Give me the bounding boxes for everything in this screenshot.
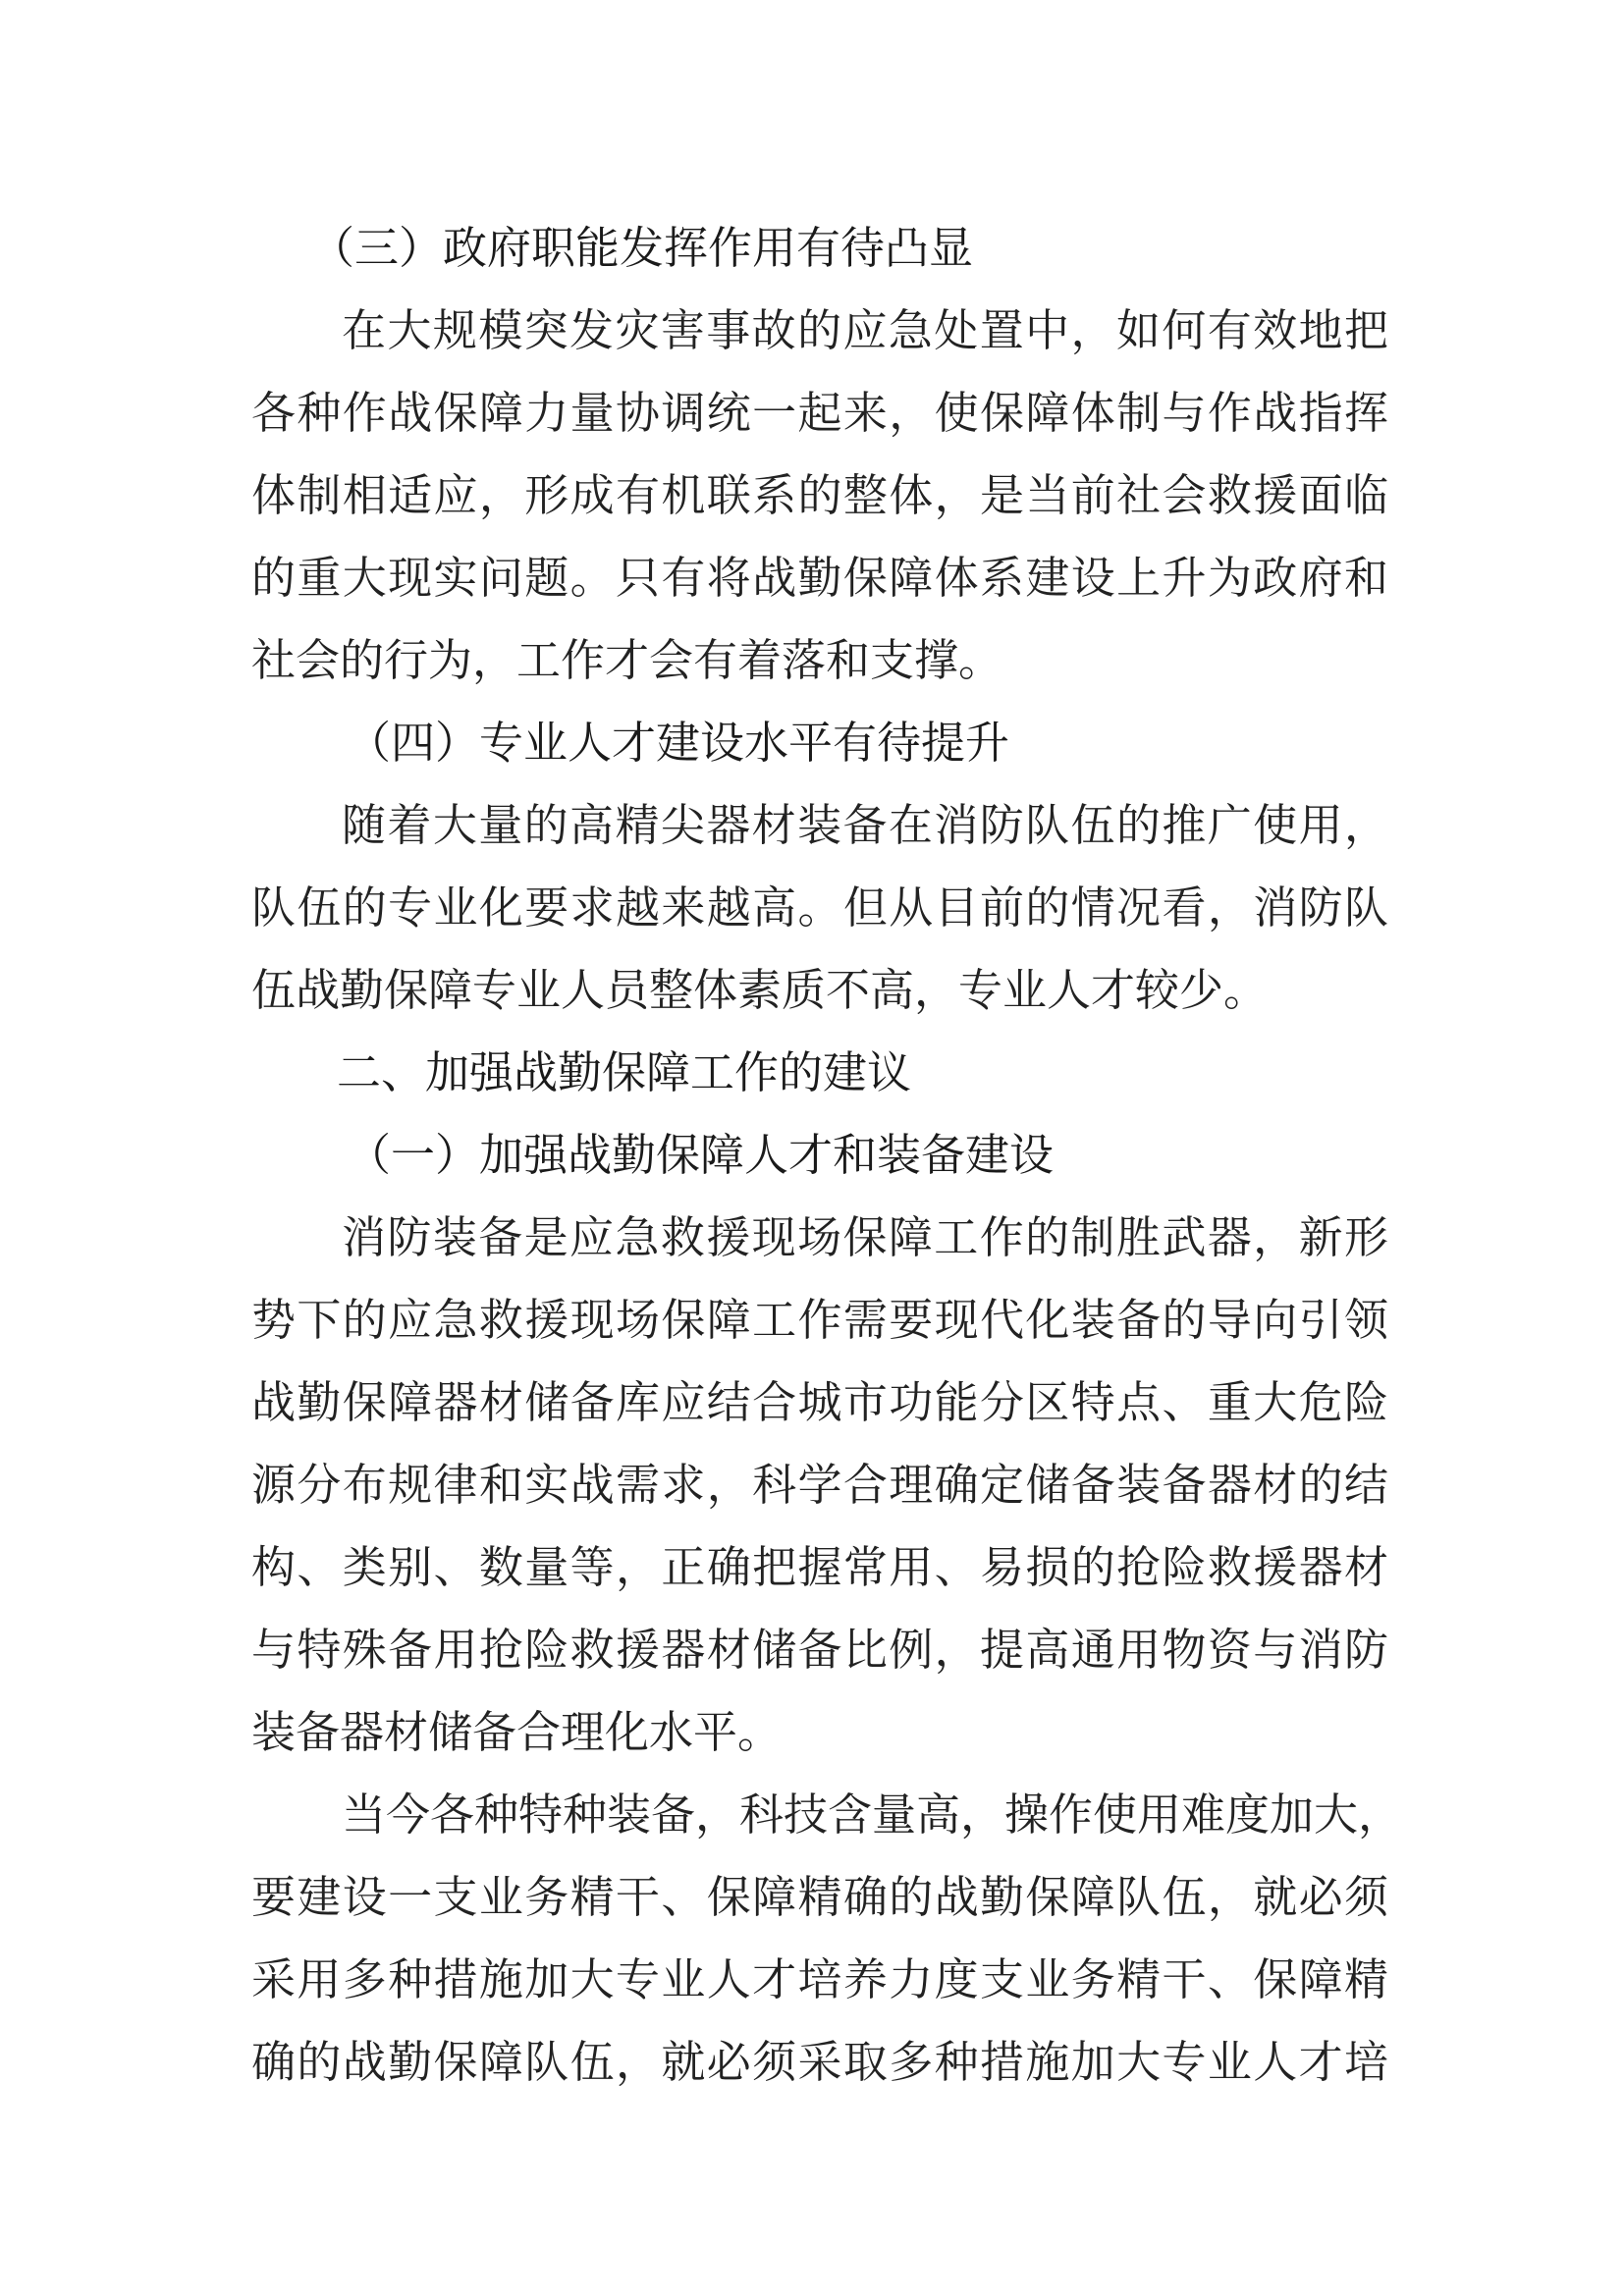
paragraph [251,784,1388,1032]
text-line: 要建设一支业务精干、保障精确的战勤保障队伍，就必须 [251,1871,1388,1923]
document-page [251,207,1403,2104]
text-line: 伍战勤保障专业人员整体素质不高，专业人才较少。 [251,964,1269,1016]
text-line: 当今各种特种装备，科技含量高，操作使用难度加大， [342,1789,1403,1841]
section-heading: （三）政府职能发挥作用有待凸显 [310,222,974,274]
paragraph [251,1197,1388,1774]
paragraph [251,290,1388,702]
text-line: 社会的行为，工作才会有着落和支撑。 [251,634,1003,686]
text-line: 消防装备是应急救援现场保障工作的制胜武器，新形 [342,1211,1388,1263]
section-heading: 二、加强战勤保障工作的建议 [337,1046,912,1098]
section-heading: （一）加强战勤保障人才和装备建设 [347,1129,1055,1181]
text-line: 构、类别、数量等，正确把握常用、易损的抢险救援器材 [251,1541,1388,1593]
text-line: 确的战勤保障队伍，就必须采取多种措施加大专业人才培 [251,2036,1388,2088]
text-line: 势下的应急救援现场保障工作需要现代化装备的导向引领 [251,1294,1388,1346]
text-line: 队伍的专业化要求越来越高。但从目前的情况看，消防队 [251,881,1388,934]
text-line: 与特殊备用抢险救援器材储备比例，提高通用物资与消防 [251,1624,1388,1676]
section-heading: （四）专业人才建设水平有待提升 [347,717,1010,769]
text-line: 各种作战保障力量协调统一起来，使保障体制与作战指挥 [251,387,1388,439]
text-line: 源分布规律和实战需求，科学合理确定储备装备器材的结 [251,1459,1388,1511]
text-line: 体制相适应，形成有机联系的整体，是当前社会救援面临 [251,469,1388,521]
text-line: 的重大现实问题。只有将战勤保障体系建设上升为政府和 [251,552,1388,604]
text-line: 战勤保障器材储备库应结合城市功能分区特点、重大危险 [251,1376,1388,1428]
text-line: 采用多种措施加大专业人才培养力度支业务精干、保障精 [251,1953,1388,2005]
text-line: 随着大量的高精尖器材装备在消防队伍的推广使用， [342,799,1388,851]
text-line: 在大规模突发灾害事故的应急处置中，如何有效地把 [342,304,1388,356]
text-line: 装备器材储备合理化水平。 [251,1706,783,1758]
paragraph [251,1774,1403,2104]
